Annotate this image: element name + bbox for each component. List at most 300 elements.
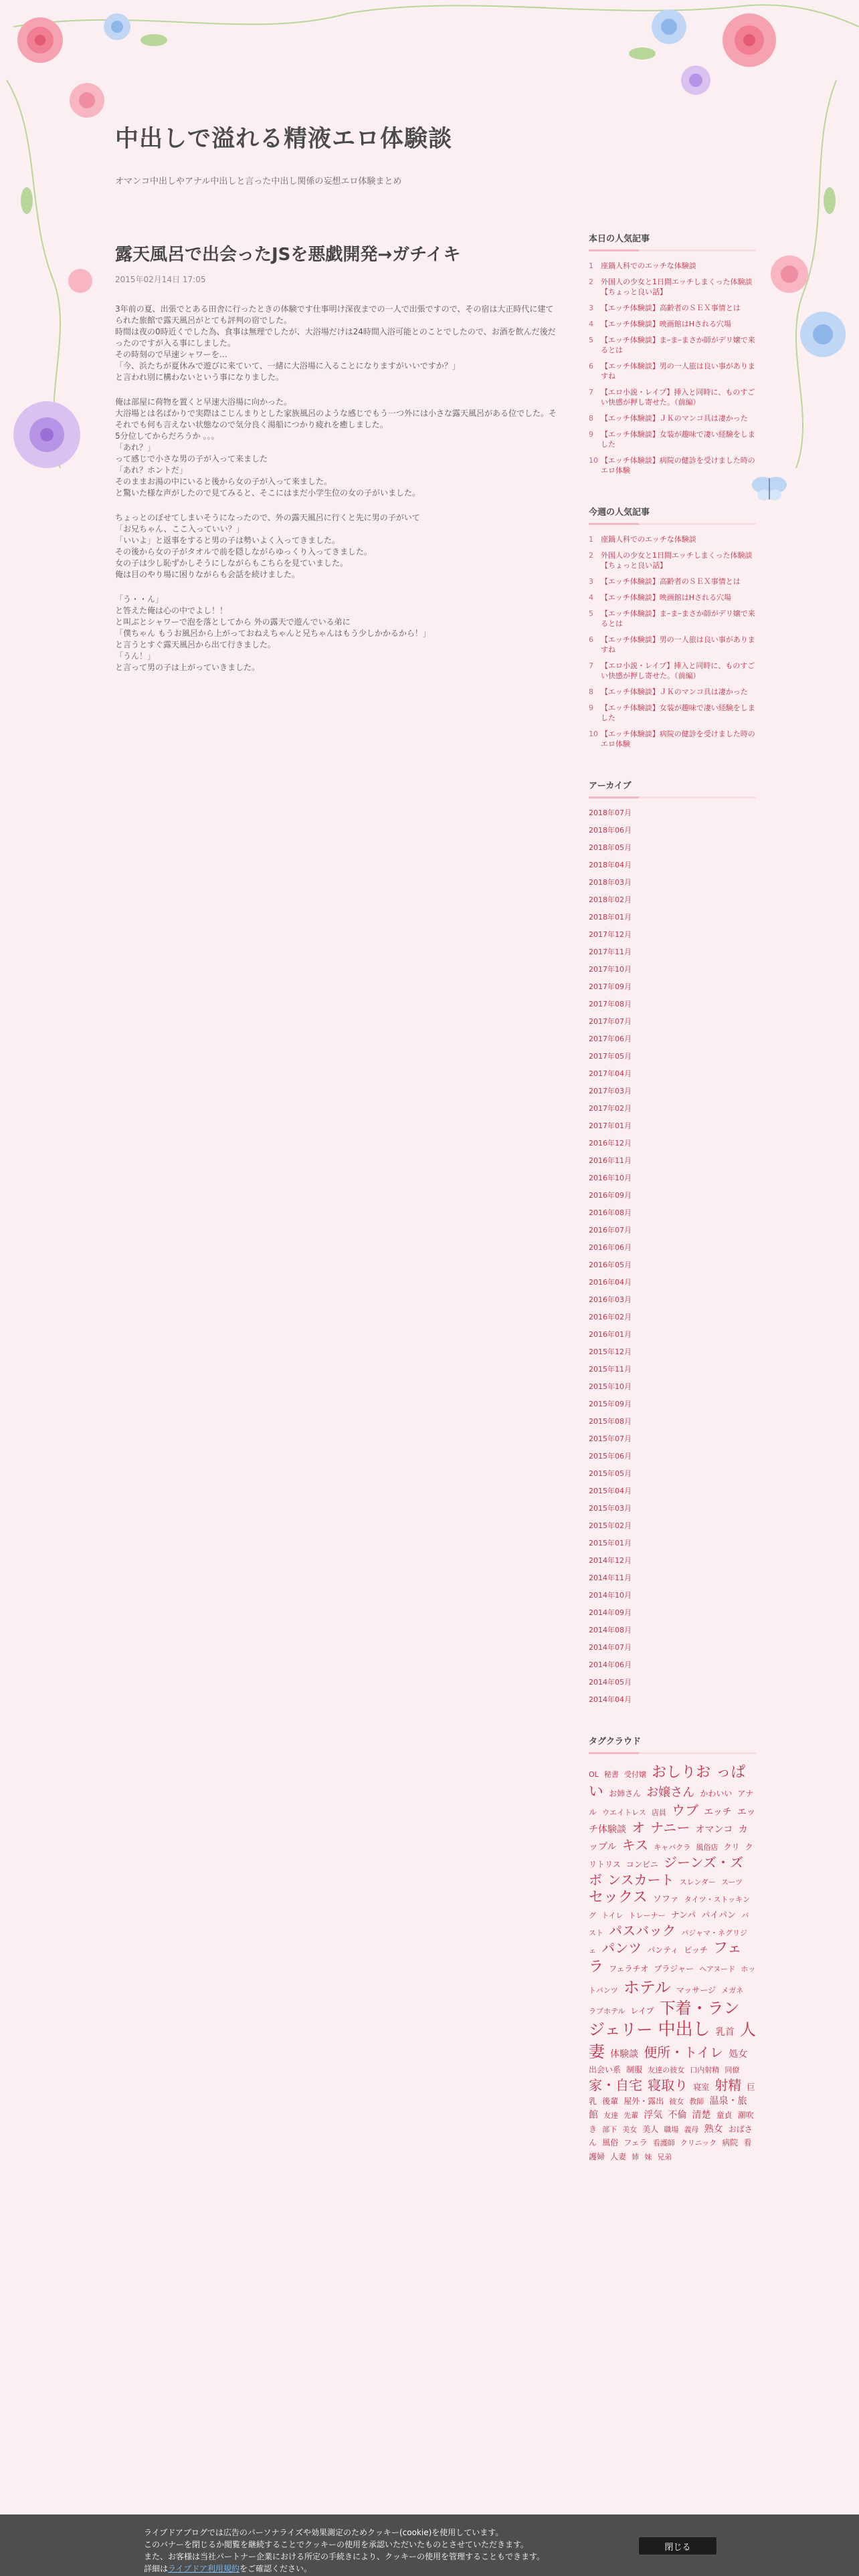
archive-item[interactable] xyxy=(589,808,756,818)
tag-link[interactable]: 風俗店 xyxy=(696,1843,719,1852)
tag-link[interactable]: スレンダー xyxy=(679,1878,716,1887)
archive-item[interactable] xyxy=(589,1538,756,1548)
ranking-item[interactable] xyxy=(589,729,756,749)
cookie-detail xyxy=(144,2563,626,2575)
widget-title: 今週の人気記事 xyxy=(589,501,756,525)
tag-link[interactable]: 寝取り xyxy=(648,2077,688,2094)
tag-link[interactable]: 不倫 xyxy=(668,2109,687,2121)
tag-link[interactable]: 体験談 xyxy=(610,2049,639,2060)
archive-link[interactable]: 2014年04月 xyxy=(589,1695,632,1704)
archive-link[interactable]: 2016年05月 xyxy=(589,1261,632,1269)
ranking-link[interactable]: 【エッチ体験談】高齢者のＳＥＸ事情とは xyxy=(601,577,741,586)
rank-number: 1 xyxy=(589,535,593,544)
archive-link[interactable]: 2017年12月 xyxy=(589,930,632,939)
ranking-item[interactable] xyxy=(589,703,756,723)
archive-link[interactable]: 2018年02月 xyxy=(589,895,632,904)
ranking-item[interactable] xyxy=(589,303,756,313)
archive-item[interactable] xyxy=(589,1312,756,1322)
archive-link[interactable]: 2015年09月 xyxy=(589,1400,632,1408)
tag-link[interactable]: 温泉・旅館 xyxy=(589,2096,747,2121)
archive-link[interactable]: 2018年07月 xyxy=(589,809,632,817)
widget-archive xyxy=(589,774,756,1705)
tag-link[interactable]: 職場 xyxy=(664,2125,679,2134)
tag-link[interactable]: お嬢さん xyxy=(646,1785,695,1800)
tag-link[interactable]: 乳首 xyxy=(715,2027,735,2038)
cookie-line: ライブドアブログでは広告のパーソナライズや効果測定のためクッキー(cookie)を使用しています。 xyxy=(144,2528,504,2537)
tag-link[interactable]: キス xyxy=(622,1837,649,1854)
article-line: 大浴場とは名ばかりで実際はこじんまりとした家族風呂のような感じでもう一つ外には小さな露天風呂がある位でした。そそれでも何も言えない状態なので気分良く湯船につかり疲れを癒しました。 xyxy=(115,409,557,429)
ranking-item[interactable] xyxy=(589,261,756,271)
archive-link[interactable]: 2015年11月 xyxy=(589,1365,632,1374)
rank-number: 9 xyxy=(589,704,593,712)
archive-item[interactable] xyxy=(589,1625,756,1635)
tag-link[interactable]: オ xyxy=(632,1820,646,1836)
rank-number: 2 xyxy=(589,551,593,560)
tag-link[interactable]: 受付嬢 xyxy=(624,1770,646,1779)
tag-link[interactable]: 兄弟 xyxy=(657,2153,672,2162)
tag-link[interactable]: コンビニ xyxy=(626,1860,658,1870)
ranking-link[interactable]: 【エロ小説・レイプ】挿入と同時に、ものすごい快感が押し寄せた。（前編） xyxy=(601,661,755,680)
archive-link[interactable]: 2017年08月 xyxy=(589,1000,632,1008)
archive-item[interactable] xyxy=(589,1695,756,1705)
ranking-item[interactable] xyxy=(589,429,756,449)
tag-link[interactable]: 妹 xyxy=(644,2153,652,2162)
article-line: 「うん！」 xyxy=(115,651,156,661)
tag-link[interactable]: スーツ xyxy=(721,1878,743,1887)
tag-link[interactable]: ビッチ xyxy=(684,1945,708,1955)
cookie-banner xyxy=(0,2514,859,2576)
tag-link[interactable]: キャバクラ xyxy=(654,1843,691,1852)
archive-item[interactable] xyxy=(589,1103,756,1113)
article-line: その後から女の子がタオルで前を隠しながらゆっくり入ってきました。 xyxy=(115,547,372,556)
tag-link[interactable]: トイレ xyxy=(601,1911,624,1920)
ranking-item[interactable] xyxy=(589,319,756,329)
archive-item[interactable] xyxy=(589,1190,756,1200)
ranking-item[interactable] xyxy=(589,609,756,629)
archive-link[interactable]: 2016年06月 xyxy=(589,1243,632,1252)
article-line: 「お兄ちゃん、ここ入っていい？」 xyxy=(115,524,244,534)
tag-link[interactable]: フェラ xyxy=(589,1939,742,1976)
rank-number: 4 xyxy=(589,593,593,602)
archive-item[interactable] xyxy=(589,843,756,853)
archive-item[interactable] xyxy=(589,1469,756,1479)
archive-link[interactable]: 2017年01月 xyxy=(589,1121,632,1130)
tag-link[interactable]: 風俗 xyxy=(602,2138,619,2148)
archive-item[interactable] xyxy=(589,860,756,870)
ranking-item[interactable] xyxy=(589,576,756,586)
tag-link[interactable]: 清楚 xyxy=(692,2109,711,2121)
archive-item[interactable] xyxy=(589,1173,756,1183)
archive-item[interactable] xyxy=(589,930,756,940)
archive-link[interactable]: 2015年04月 xyxy=(589,1487,632,1495)
tag-link[interactable]: 浮気 xyxy=(644,2109,663,2121)
tag-link[interactable]: トレーナー xyxy=(628,1911,666,1920)
archive-link[interactable]: 2017年10月 xyxy=(589,965,632,974)
tag-link[interactable]: ジェリー xyxy=(589,2020,653,2040)
ranking-item[interactable] xyxy=(589,335,756,355)
archive-link[interactable]: 2016年02月 xyxy=(589,1313,632,1321)
tag-link[interactable]: マッサージ xyxy=(676,1985,717,1995)
tag-link[interactable]: フェラ xyxy=(624,2138,648,2148)
article-line: 「あれ？」 xyxy=(115,443,156,452)
tag-link[interactable]: ラブホテル xyxy=(589,2007,626,2016)
archive-link[interactable]: 2014年12月 xyxy=(589,1556,632,1565)
rank-number: 3 xyxy=(589,304,593,312)
article-line: 「あれ？ホントだ」 xyxy=(115,465,188,475)
tag-link[interactable]: っぱい xyxy=(589,1764,746,1800)
archive-link[interactable]: 2015年06月 xyxy=(589,1452,632,1461)
terms-link[interactable]: ライブドア利用規約 xyxy=(168,2564,240,2573)
ranking-item[interactable] xyxy=(589,635,756,655)
archive-item[interactable] xyxy=(589,1069,756,1079)
tag-link[interactable]: 美人 xyxy=(642,2124,659,2134)
ranking-link[interactable]: 【エッチ体験談】病院の健診を受けました時のエロ体験 xyxy=(601,456,755,475)
article-paragraph xyxy=(115,594,557,673)
article-line: 「今、浜たちが夏休みで遊びに来ていて、一緒に大浴場に入ることになりますがいいですか？」 xyxy=(115,361,460,370)
ranking-link[interactable]: 【エッチ体験談】映画館はHされる穴場 xyxy=(601,320,732,328)
tag-link[interactable]: 美女 xyxy=(622,2125,638,2134)
tag-link[interactable]: ソファ xyxy=(652,1895,679,1905)
widget-tagcloud xyxy=(589,1730,756,2163)
tag-link[interactable]: ホットパンツ xyxy=(589,1965,756,1995)
archive-link[interactable]: 2014年08月 xyxy=(589,1626,632,1634)
tag-link[interactable]: 彼女 xyxy=(669,2097,684,2107)
archive-link[interactable]: 2017年09月 xyxy=(589,982,632,991)
rank-number: 2 xyxy=(589,278,593,286)
archive-link[interactable]: 2014年06月 xyxy=(589,1660,632,1669)
archive-link[interactable]: 2018年04月 xyxy=(589,861,632,869)
cookie-line: このバナーを閉じるか閲覧を継続することでクッキーの使用を承認いただいたものとさせていただきます。 xyxy=(144,2540,529,2549)
tag-link[interactable]: オマンコ xyxy=(695,1824,733,1836)
ranking-link[interactable]: 【エッチ体験談】女装が趣味で凄い経験をしました xyxy=(601,704,755,722)
archive-item[interactable] xyxy=(589,1451,756,1461)
archive-item[interactable] xyxy=(589,1677,756,1687)
archive-item[interactable] xyxy=(589,964,756,974)
article-line: 5分位してからだろうか 。。。 xyxy=(115,431,219,441)
rank-number: 7 xyxy=(589,661,593,670)
tag-link[interactable]: ジーンズ・ズボ xyxy=(589,1854,743,1889)
ranking-link[interactable]: 座鍋人科でのエッチな体験談 xyxy=(601,261,696,270)
archive-item[interactable] xyxy=(589,1225,756,1235)
archive-link[interactable]: 2015年03月 xyxy=(589,1504,632,1513)
archive-item[interactable] xyxy=(589,1329,756,1339)
tag-link[interactable]: OL xyxy=(589,1770,599,1779)
article-date: 2015年02月14日 17:05 xyxy=(115,275,206,284)
archive-link[interactable]: 2016年07月 xyxy=(589,1226,632,1235)
tag-link[interactable]: 屋外・露出 xyxy=(624,2097,664,2107)
tag-link[interactable]: 教師 xyxy=(689,2097,704,2107)
archive-link[interactable]: 2016年08月 xyxy=(589,1208,632,1217)
tag-link[interactable]: アナル xyxy=(589,1788,754,1818)
tag-link[interactable]: 後輩 xyxy=(602,2097,619,2107)
archive-link[interactable]: 2014年05月 xyxy=(589,1678,632,1687)
archive-item[interactable] xyxy=(589,895,756,905)
archive-link[interactable]: 2017年11月 xyxy=(589,948,632,956)
archive-item[interactable] xyxy=(589,1416,756,1426)
ranking-item[interactable] xyxy=(589,455,756,475)
archive-link[interactable]: 2017年07月 xyxy=(589,1017,632,1026)
tag-link[interactable]: セックス xyxy=(589,1889,648,1907)
close-button[interactable]: 閉じる xyxy=(638,2537,717,2555)
archive-item[interactable] xyxy=(589,1608,756,1618)
archive-item[interactable] xyxy=(589,1121,756,1131)
tag-link[interactable]: パンツ xyxy=(601,1939,642,1956)
ranking-link[interactable]: 【エッチ体験談】ＪＫのマンコ具は凄かった xyxy=(601,414,748,423)
ranking-link[interactable]: 【エッチ体験談】女装が趣味で凄い経験をしました xyxy=(601,430,755,449)
tag-link[interactable]: 潮吹き xyxy=(589,2110,754,2134)
tag-link[interactable]: 先輩 xyxy=(624,2111,639,2120)
tag-link[interactable]: ホテル xyxy=(623,1977,671,1997)
tag-link[interactable]: 家・自宅 xyxy=(589,2077,642,2094)
ranking-link[interactable]: 【エッチ体験談】高齢者のＳＥＸ事情とは xyxy=(601,304,741,312)
cookie-detail-prefix: 詳細は xyxy=(144,2564,169,2573)
ranking-list xyxy=(589,534,756,749)
tag-link[interactable]: 射精 xyxy=(714,2077,742,2094)
archive-item[interactable] xyxy=(589,999,756,1009)
ranking-link[interactable]: 座鍋人科でのエッチな体験談 xyxy=(601,535,696,544)
widget-title: アーカイブ xyxy=(589,774,756,798)
rank-number: 4 xyxy=(589,320,593,328)
ranking-link[interactable]: 【エッチ体験談】まｰまｰまさか師がデリ嬢で来るとは xyxy=(601,609,755,628)
tag-link[interactable]: 店員 xyxy=(651,1808,666,1818)
ranking-link[interactable]: 【エッチ体験談】まｰまｰまさか師がデリ嬢で来るとは xyxy=(601,336,755,354)
tag-link[interactable]: 便所・トイレ xyxy=(644,2044,724,2061)
archive-link[interactable]: 2016年01月 xyxy=(589,1330,632,1339)
tag-link[interactable]: メガネ xyxy=(721,1985,744,1995)
archive-item[interactable] xyxy=(589,1277,756,1287)
tag-link[interactable]: おばさん xyxy=(589,2124,753,2148)
cookie-line: また、お客様は当社パートナー企業における所定の手続きにより、クッキーの使用を管理することもできます。 xyxy=(144,2552,545,2561)
tag-link[interactable]: レイプ xyxy=(630,2006,654,2016)
article-body xyxy=(115,304,557,673)
tag-link[interactable]: エッチ xyxy=(704,1807,732,1818)
archive-item[interactable] xyxy=(589,1642,756,1652)
tag-link[interactable]: 出会い系 xyxy=(589,2065,622,2075)
archive-link[interactable]: 2017年04月 xyxy=(589,1069,632,1078)
article-line: 「う・・ん」 xyxy=(115,595,164,604)
archive-link[interactable]: 2017年05月 xyxy=(589,1052,632,1061)
article-line: 俺は部屋に荷物を置くと早速大浴場に向かった。 xyxy=(115,397,292,407)
tag-link[interactable]: 童貞 xyxy=(716,2110,733,2120)
tag-link[interactable]: クリ xyxy=(723,1842,740,1852)
tag-link[interactable]: タイツ・ストッキング xyxy=(589,1895,751,1920)
tag-cloud xyxy=(589,1763,756,2163)
tag-link[interactable]: 下着・ラン xyxy=(659,1999,740,2018)
rank-number: 10 xyxy=(589,456,598,465)
archive-link[interactable]: 2016年04月 xyxy=(589,1278,632,1287)
tag-link[interactable]: 姉 xyxy=(632,2153,640,2162)
tag-link[interactable]: 巨乳 xyxy=(589,2082,755,2107)
archive-item[interactable] xyxy=(589,1260,756,1270)
ranking-link[interactable]: 【エッチ体験談】男の一人旅は良い事がありますね xyxy=(601,362,755,381)
article-line: って感じで小さな男の子が入って来ました xyxy=(115,454,268,463)
archive-item[interactable] xyxy=(589,1660,756,1670)
tag-link[interactable]: 人妻 xyxy=(589,2020,756,2062)
article-title[interactable]: 露天風呂で出会ったJSを悪戯開発→ガチイキ xyxy=(115,245,461,265)
tag-link[interactable]: パンティ xyxy=(647,1945,679,1955)
archive-item[interactable] xyxy=(589,982,756,992)
tag-link[interactable]: 口内射精 xyxy=(690,2066,720,2075)
ranking-link[interactable]: 【エッチ体験談】映画館はHされる穴場 xyxy=(601,593,732,602)
archive-link[interactable]: 2014年09月 xyxy=(589,1608,632,1617)
archive-item[interactable] xyxy=(589,877,756,887)
tag-link[interactable]: 友達 xyxy=(603,2111,619,2120)
tag-link[interactable]: おしりお xyxy=(652,1764,711,1781)
archive-link[interactable]: 2015年02月 xyxy=(589,1521,632,1530)
tag-link[interactable]: ナンパ xyxy=(670,1910,696,1921)
archive-link[interactable]: 2015年07月 xyxy=(589,1434,632,1443)
tag-link[interactable]: ウブ xyxy=(671,1802,698,1819)
widget-title: 本日の人気記事 xyxy=(589,227,756,251)
article-paragraph xyxy=(115,512,557,580)
tag-link[interactable]: 処女 xyxy=(729,2049,748,2060)
ranking-item[interactable] xyxy=(589,550,756,570)
tag-link[interactable]: ブラジャー xyxy=(654,1964,694,1974)
tag-link[interactable]: かわいい xyxy=(700,1788,733,1798)
rank-number: 6 xyxy=(589,635,593,644)
archive-link[interactable]: 2015年01月 xyxy=(589,1539,632,1547)
tag-link[interactable]: 秘書 xyxy=(603,1770,619,1779)
archive-link[interactable]: 2015年05月 xyxy=(589,1469,632,1478)
archive-item[interactable] xyxy=(589,1016,756,1027)
tag-link[interactable]: クリトリス xyxy=(589,1842,753,1870)
archive-link[interactable]: 2016年09月 xyxy=(589,1191,632,1200)
ranking-link[interactable]: 【エッチ体験談】男の一人旅は良い事がありますね xyxy=(601,635,755,654)
tag-link[interactable]: 看護婦 xyxy=(589,2138,752,2162)
tag-link[interactable]: パジャマ・ネグリジェ xyxy=(589,1928,747,1955)
archive-item[interactable] xyxy=(589,1434,756,1444)
ranking-item[interactable] xyxy=(589,277,756,297)
archive-item[interactable] xyxy=(589,947,756,957)
ranking-link[interactable]: 【エッチ体験談】ＪＫのマンコ具は凄かった xyxy=(601,687,748,696)
tag-link[interactable]: 中出し xyxy=(658,2020,710,2040)
archive-link[interactable]: 2017年06月 xyxy=(589,1035,632,1043)
tag-link[interactable]: 制服 xyxy=(626,2065,643,2075)
tag-link[interactable]: フェラチオ xyxy=(609,1964,649,1974)
ranking-item[interactable] xyxy=(589,534,756,544)
widget-popular-week xyxy=(589,501,756,749)
archive-item[interactable] xyxy=(589,1573,756,1583)
ranking-link[interactable]: 外国人の少女と1日間エッチしまくった体験談【ちょっと良い話】 xyxy=(601,278,753,296)
rank-number: 9 xyxy=(589,430,593,439)
tag-link[interactable]: 看護師 xyxy=(652,2139,675,2148)
rank-number: 1 xyxy=(589,261,593,270)
archive-item[interactable] xyxy=(589,1347,756,1357)
ranking-link[interactable]: 【エロ小説・レイプ】挿入と同時に、ものすごい快感が押し寄せた。（前編） xyxy=(601,388,755,407)
ranking-item[interactable] xyxy=(589,413,756,423)
archive-link[interactable]: 2016年12月 xyxy=(589,1139,632,1148)
archive-link[interactable]: 2014年10月 xyxy=(589,1591,632,1600)
article-line: 俺は目のやり場に困りながらも会話を続けました。 xyxy=(115,570,300,579)
tag-link[interactable]: 人妻 xyxy=(610,2152,627,2162)
article xyxy=(115,241,557,687)
archive-link[interactable]: 2016年10月 xyxy=(589,1174,632,1182)
archive-item[interactable] xyxy=(589,1521,756,1531)
archive-item[interactable] xyxy=(589,1555,756,1566)
archive-item[interactable] xyxy=(589,825,756,835)
archive-item[interactable] xyxy=(589,1503,756,1513)
archive-item[interactable] xyxy=(589,1086,756,1096)
tag-link[interactable]: 義母 xyxy=(684,2125,699,2134)
tag-link[interactable]: ヘアヌード xyxy=(699,1965,736,1974)
archive-item[interactable] xyxy=(589,1486,756,1496)
ranking-item[interactable] xyxy=(589,361,756,381)
archive-item[interactable] xyxy=(589,1208,756,1218)
archive-item[interactable] xyxy=(589,1399,756,1409)
ranking-item[interactable] xyxy=(589,661,756,681)
archive-link[interactable]: 2017年03月 xyxy=(589,1087,632,1095)
rank-number: 10 xyxy=(589,730,598,738)
tag-link[interactable]: パスバック xyxy=(609,1922,676,1939)
site-title[interactable]: 中出しで溢れる精液エロ体験談 xyxy=(115,126,453,152)
archive-link[interactable]: 2015年12月 xyxy=(589,1348,632,1356)
widget-popular-today xyxy=(589,227,756,475)
tag-link[interactable]: 部下 xyxy=(602,2125,617,2134)
ranking-link[interactable]: 外国人の少女と1日間エッチしまくった体験談【ちょっと良い話】 xyxy=(601,551,753,570)
archive-item[interactable] xyxy=(589,1138,756,1148)
archive-item[interactable] xyxy=(589,1382,756,1392)
article-line: 女の子は少し恥ずかしそうにしながらもこちらを見ていました。 xyxy=(115,558,349,568)
article-line: その時刻ので早速シャワーを… xyxy=(115,350,227,359)
tag-link[interactable]: クリニック xyxy=(680,2139,717,2148)
tag-link[interactable]: 熟女 xyxy=(704,2123,723,2135)
article-paragraph xyxy=(115,304,557,383)
site-description: オマンコ中出しやアナル中出しと言った中出し関係の妄想エロ体験まとめ xyxy=(115,177,402,187)
tag-link[interactable]: 寝室 xyxy=(693,2082,710,2092)
tag-link[interactable]: 同僚 xyxy=(725,2066,740,2075)
archive-link[interactable]: 2018年01月 xyxy=(589,913,632,922)
ranking-item[interactable] xyxy=(589,387,756,407)
tag-link[interactable]: ナニー xyxy=(650,1820,690,1836)
article-line: 「僕ちゃん もうお風呂から上がっておねえちゃんと兄ちゃんはもう少しかかるから！」 xyxy=(115,629,431,638)
ranking-link[interactable]: 【エッチ体験談】病院の健診を受けました時のエロ体験 xyxy=(601,730,755,748)
archive-link[interactable]: 2016年03月 xyxy=(589,1295,632,1304)
tag-link[interactable]: カップル xyxy=(589,1824,748,1853)
ranking-item[interactable] xyxy=(589,687,756,697)
archive-item[interactable] xyxy=(589,1156,756,1166)
archive-link[interactable]: 2018年03月 xyxy=(589,878,632,887)
archive-link[interactable]: 2018年05月 xyxy=(589,843,632,852)
tag-link[interactable]: ウエイトレス xyxy=(602,1808,646,1818)
ranking-item[interactable] xyxy=(589,593,756,603)
tag-link[interactable]: エッチ体験談 xyxy=(589,1807,756,1836)
archive-link[interactable]: 2014年11月 xyxy=(589,1574,632,1582)
archive-item[interactable] xyxy=(589,912,756,922)
article-line: と答えた俺は心の中でよし！！ xyxy=(115,606,228,615)
archive-link[interactable]: 2018年06月 xyxy=(589,826,632,835)
archive-link[interactable]: 2017年02月 xyxy=(589,1104,632,1113)
archive-link[interactable]: 2016年11月 xyxy=(589,1156,632,1165)
tag-link[interactable]: パイパン xyxy=(701,1910,737,1921)
archive-item[interactable] xyxy=(589,1243,756,1253)
sidebar xyxy=(589,227,756,2189)
archive-item[interactable] xyxy=(589,1295,756,1305)
article-line: と叫ぶとシャワーで泡を落としてから 外の露天で遊んでいる弟に xyxy=(115,617,351,627)
tag-link[interactable]: ンスカート xyxy=(607,1872,674,1889)
tag-link[interactable]: 友達の彼女 xyxy=(648,2066,685,2075)
archive-item[interactable] xyxy=(589,1051,756,1061)
archive-link[interactable]: 2014年07月 xyxy=(589,1643,632,1652)
archive-item[interactable] xyxy=(589,1034,756,1044)
archive-link[interactable]: 2015年10月 xyxy=(589,1382,632,1391)
tag-link[interactable]: お姉さん xyxy=(609,1788,642,1798)
tag-link[interactable]: バスト xyxy=(589,1911,749,1937)
tag-link[interactable]: 病院 xyxy=(722,2138,739,2148)
archive-item[interactable] xyxy=(589,1590,756,1600)
cookie-text xyxy=(144,2527,626,2575)
archive-link[interactable]: 2015年08月 xyxy=(589,1417,632,1426)
archive-item[interactable] xyxy=(589,1364,756,1374)
